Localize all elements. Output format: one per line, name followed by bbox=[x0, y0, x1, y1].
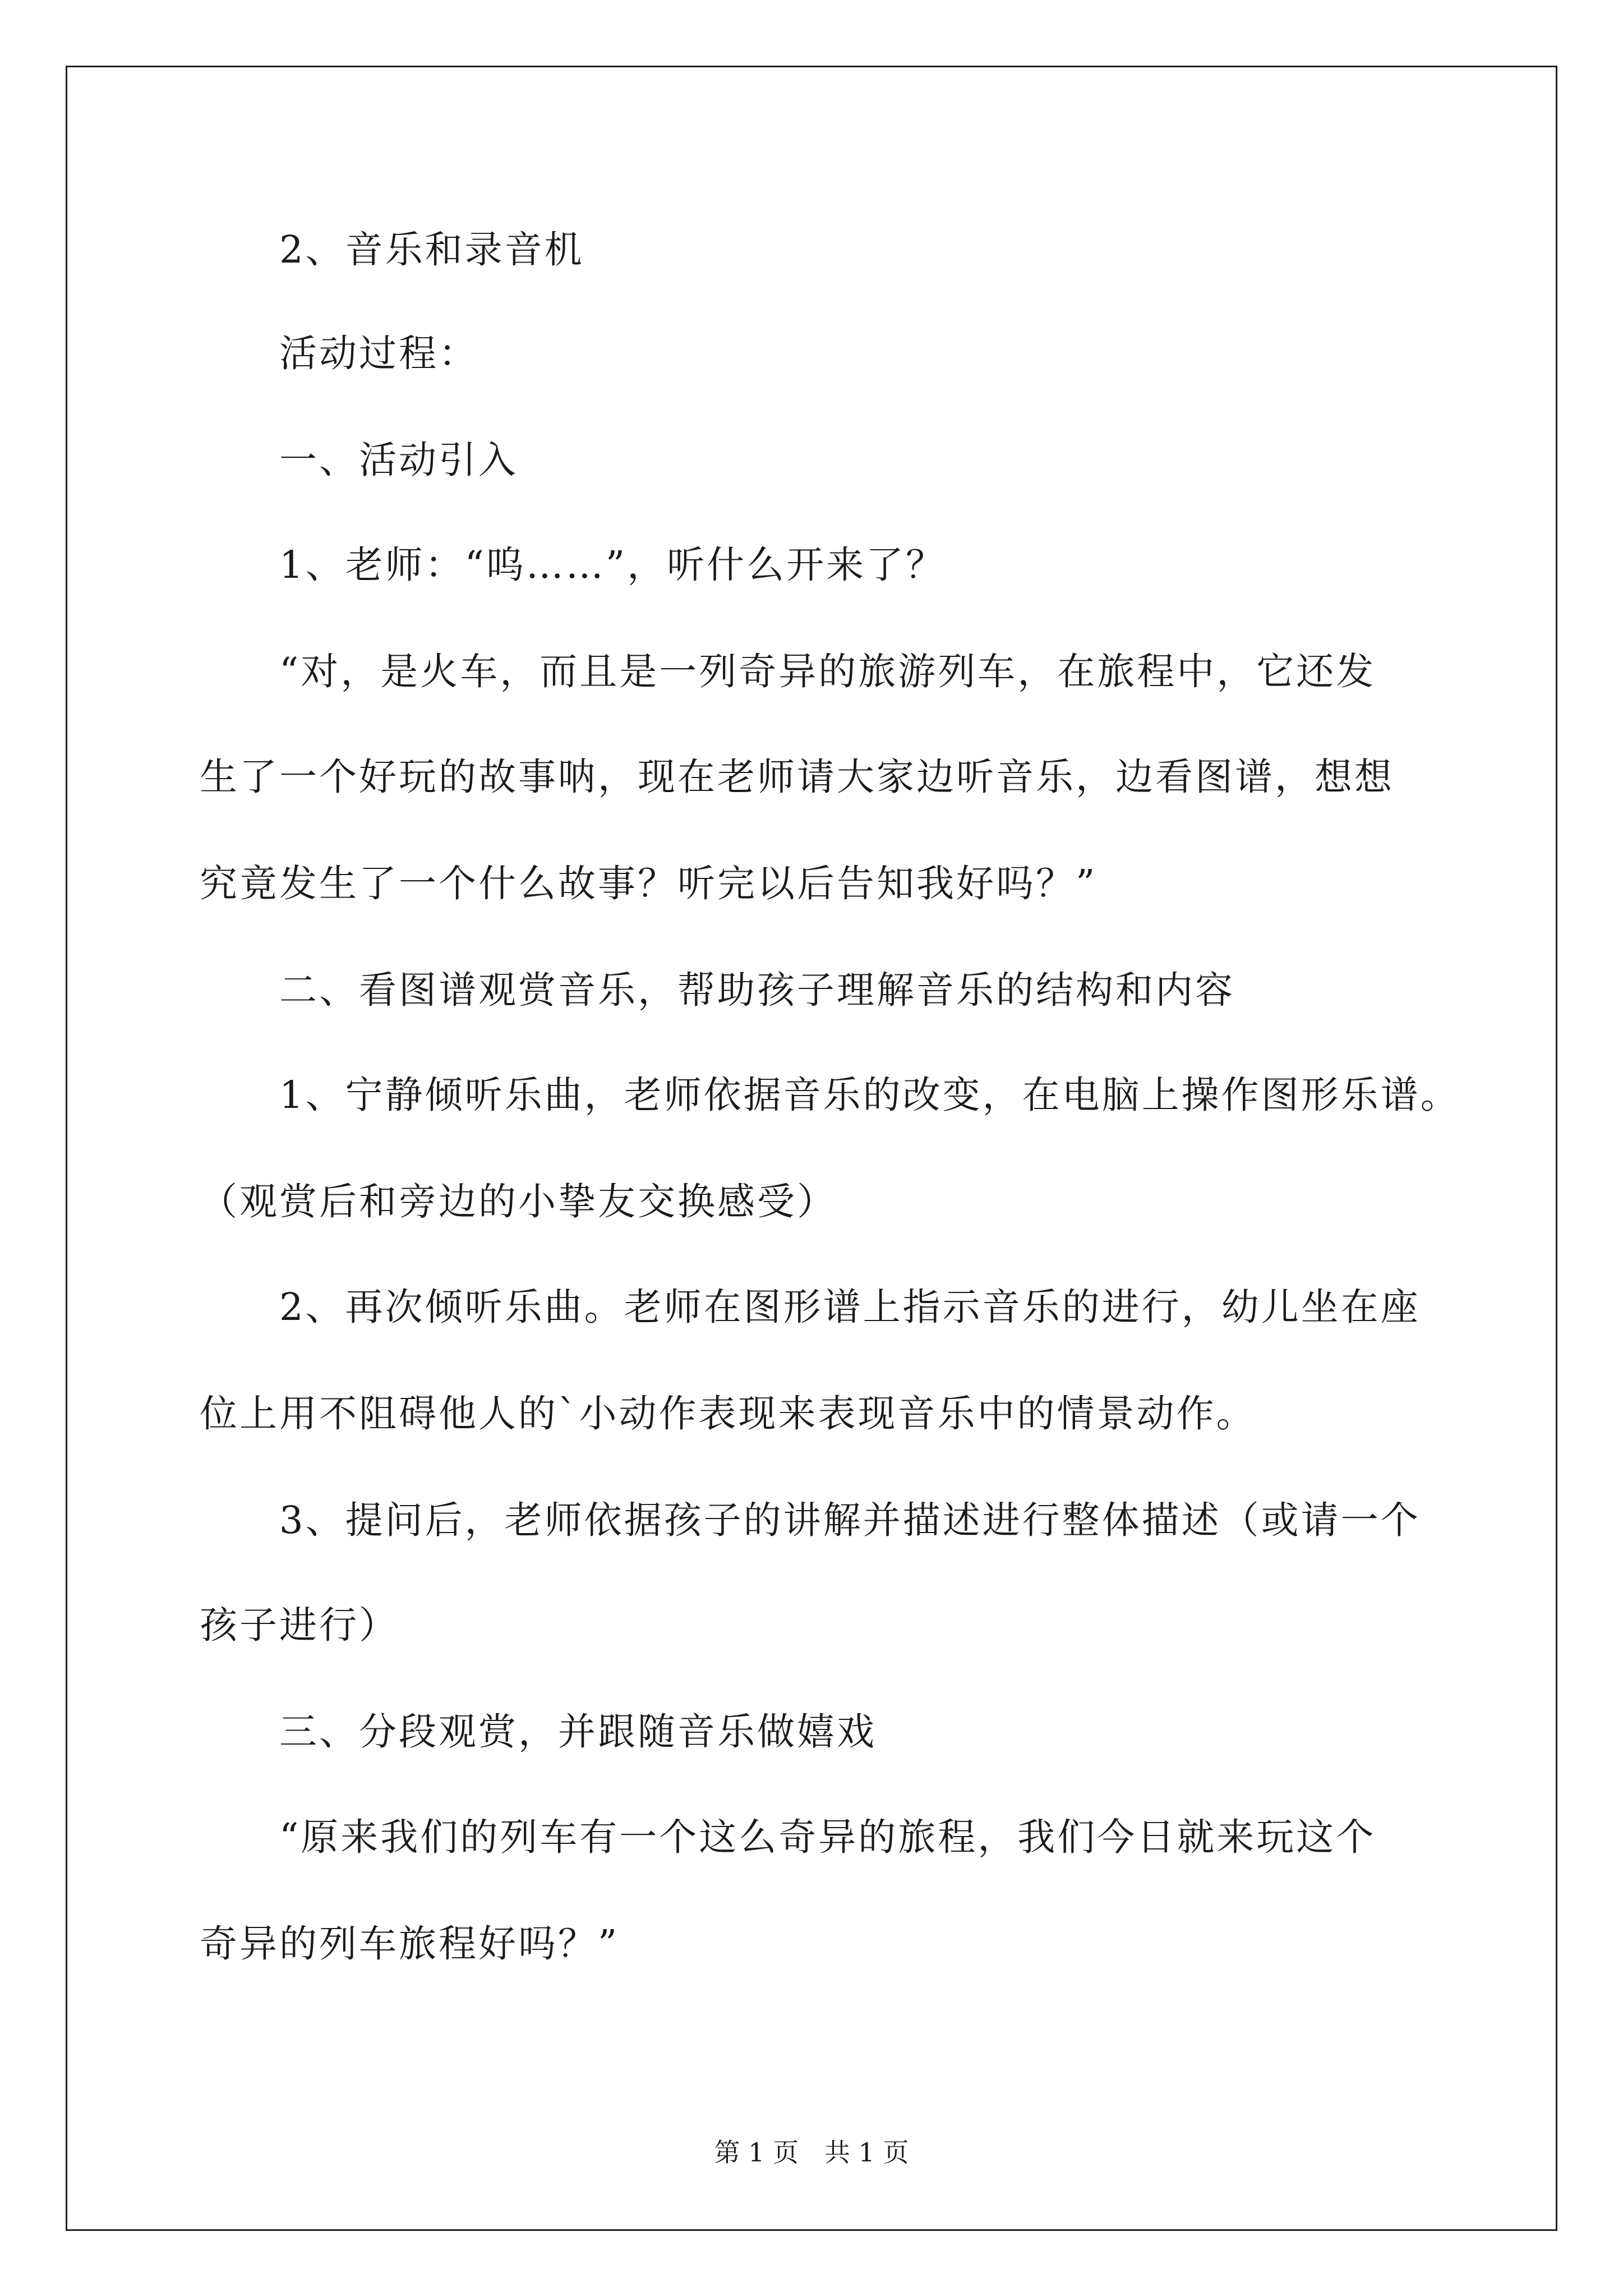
text-line: 1、宁静倾听乐曲，老师依据音乐的改变，在电脑上操作图形乐谱。 bbox=[200, 1073, 1460, 1117]
text-line: 1、老师：“呜……”，听什么开来了？ bbox=[200, 543, 946, 587]
text-line: 二、看图谱观赏音乐，帮助孩子理解音乐的结构和内容 bbox=[200, 968, 1235, 1012]
text-line: 2、音乐和录音机 bbox=[200, 228, 584, 272]
text-line: “原来我们的列车有一个这么奇异的旅程，我们今日就来玩这个 bbox=[200, 1815, 1376, 1859]
page-number: 第 1 页 共 1 页 bbox=[714, 2137, 909, 2168]
text-line: “对，是火车，而且是一列奇异的旅游列车，在旅程中，它还发 bbox=[200, 650, 1376, 693]
text-line: 活动过程： bbox=[200, 332, 478, 375]
text-line: 位上用不阻碍他人的`小动作表现来表现音乐中的情景动作。 bbox=[200, 1392, 1256, 1435]
text-line: 3、提问后，老师依据孩子的讲解并描述进行整体描述（或请一个 bbox=[200, 1498, 1421, 1542]
page-border bbox=[66, 66, 1557, 2231]
text-line: 孩子进行） bbox=[200, 1603, 399, 1647]
text-line: 生了一个好玩的故事呐，现在老师请大家边听音乐，边看图谱，想想 bbox=[200, 755, 1394, 799]
text-line: 三、分段观赏，并跟随音乐做嬉戏 bbox=[200, 1710, 877, 1754]
text-line: 究竟发生了一个什么故事？听完以后告知我好吗？” bbox=[200, 862, 1098, 905]
text-line: 2、再次倾听乐曲。老师在图形谱上指示音乐的进行，幼儿坐在座 bbox=[200, 1285, 1421, 1329]
text-line: 一、活动引入 bbox=[200, 438, 518, 482]
text-line: 奇异的列车旅程好吗？” bbox=[200, 1922, 620, 1966]
text-line: （观赏后和旁边的小挚友交换感受） bbox=[200, 1180, 837, 1223]
